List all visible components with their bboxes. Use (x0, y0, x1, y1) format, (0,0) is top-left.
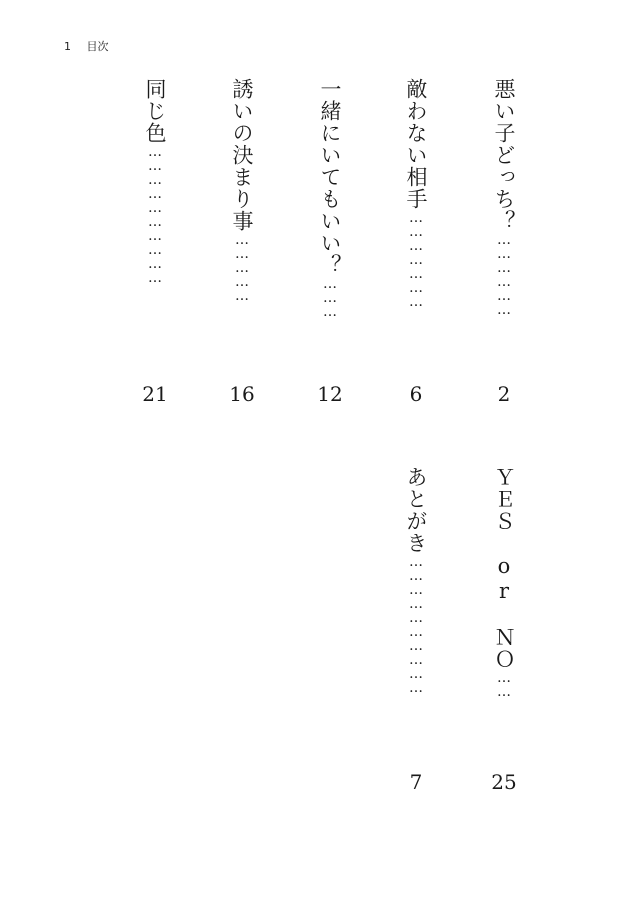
toc-entry-title: 同じ色 (143, 78, 167, 144)
toc-page-number: 12 (317, 382, 343, 406)
toc-entry[interactable] (310, 78, 350, 406)
toc-entry-title: ＹＥＳ or ＮＯ (492, 466, 516, 670)
page-header (64, 38, 109, 54)
toc-entry[interactable] (396, 466, 436, 794)
toc-leader: …… (496, 670, 512, 698)
toc-page-number: 21 (142, 382, 168, 406)
toc-entry-title: あとがき (404, 466, 428, 554)
page-number: 1 (64, 40, 71, 53)
toc-leader: ……… (322, 276, 338, 318)
toc-page-number: 16 (229, 382, 255, 406)
toc-entry-title: 悪い子どっち？ (492, 78, 516, 232)
toc-entry-title: 誘いの決まり事 (230, 78, 254, 232)
toc-page-number: 2 (497, 382, 511, 406)
toc-leader: ………………………… (147, 144, 163, 284)
toc-entry-title: 敵わない相手 (404, 78, 428, 210)
toc-leader: …………… (234, 232, 250, 302)
toc-page-number: 6 (409, 382, 423, 406)
toc-page-number: 7 (409, 770, 423, 794)
toc-entry[interactable] (396, 78, 436, 406)
toc-leader: ………………… (408, 210, 424, 308)
toc-entry-title: 一緒にいてもいい？ (318, 78, 342, 276)
toc-entry[interactable] (135, 78, 175, 406)
toc-entry[interactable] (484, 78, 524, 406)
toc-entry[interactable] (484, 466, 524, 794)
page-title: 目次 (86, 40, 109, 53)
toc-leader: ………………………… (408, 554, 424, 694)
toc-page-number: 25 (491, 770, 517, 794)
toc-leader: ……………… (496, 232, 512, 316)
toc-entry[interactable] (222, 78, 262, 406)
